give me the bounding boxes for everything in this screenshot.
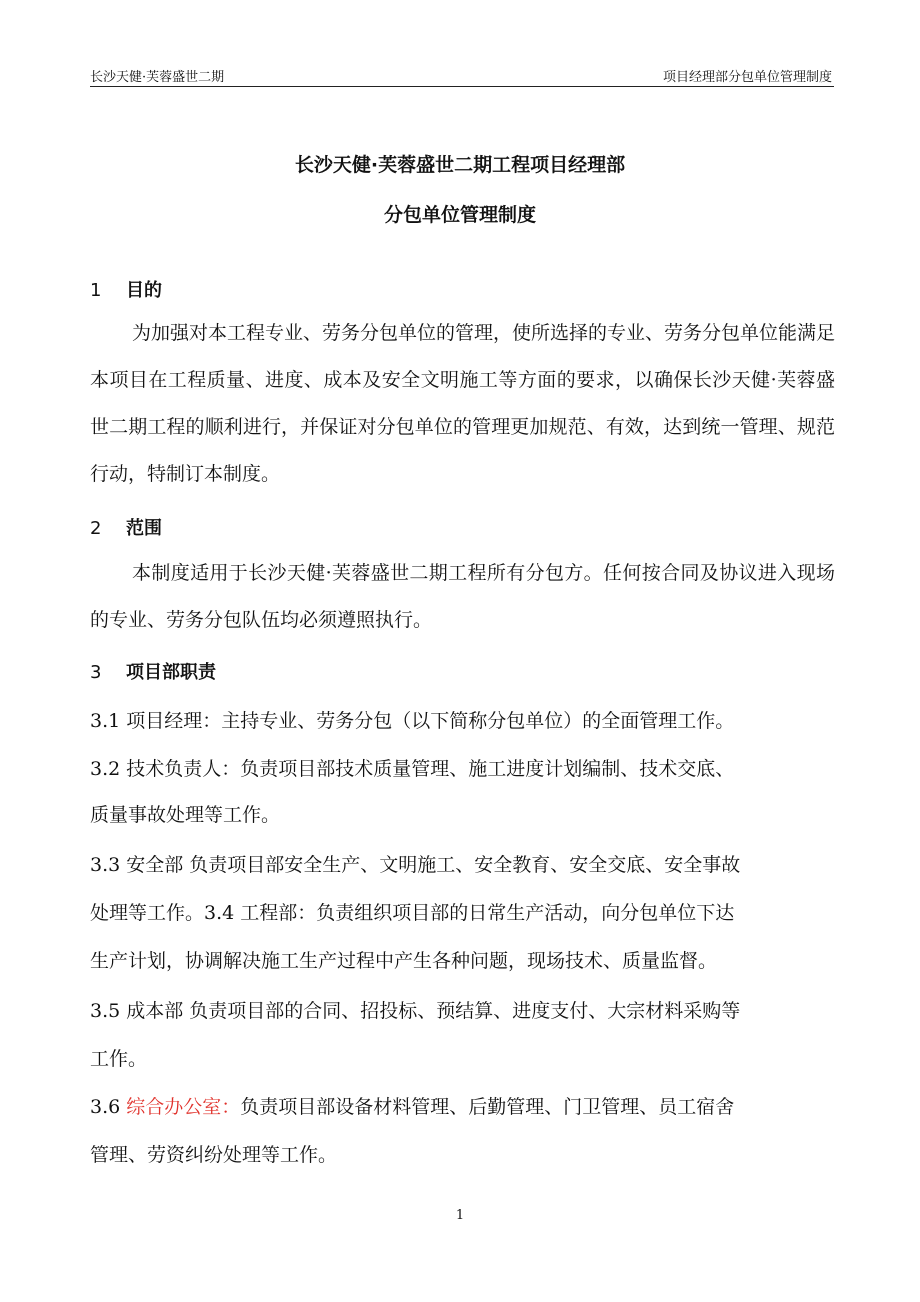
document-title: 长沙天健·芙蓉盛世二期工程项目经理部 <box>294 154 626 176</box>
item-3-5-line-2: 工作。 <box>90 1048 148 1070</box>
item-text: 负责项目部设备材料管理、后勤管理、门卫管理、员工宿舍 <box>240 1096 735 1118</box>
item-3-3-line-1: 3.3 安全部 负责项目部安全生产、文明施工、安全教育、安全交底、安全事故 <box>90 854 741 876</box>
section-number: 1 <box>90 280 102 301</box>
item-3-6-line-2: 管理、劳资纠纷处理等工作。 <box>90 1144 338 1166</box>
item-3-2-line-1: 3.2 技术负责人：负责项目部技术质量管理、施工进度计划编制、技术交底、 <box>90 758 735 780</box>
section-heading-2 <box>90 514 162 540</box>
section-title: 范围 <box>126 518 162 539</box>
item-3-2-line-2: 质量事故处理等工作。 <box>90 804 281 826</box>
section-2-body: 本制度适用于长沙天健·芙蓉盛世二期工程所有分包方。任何按合同及协议进入现场的专业、劳务分包队伍均必须遵照执行。 <box>90 562 835 631</box>
document-subtitle: 分包单位管理制度 <box>383 204 536 226</box>
header-right-text: 项目经理部分包单位管理制度 <box>662 70 832 85</box>
item-3-5-line-1: 3.5 成本部 负责项目部的合同、招投标、预结算、进度支付、大宗材料采购等 <box>90 1000 741 1022</box>
section-title: 项目部职责 <box>126 662 216 683</box>
item-3-3-line-2: 处理等工作。3.4 工程部：负责组织项目部的日常生产活动，向分包单位下达 <box>90 902 735 924</box>
header-left-text: 长沙天健·芙蓉盛世二期 <box>90 70 225 85</box>
section-1-body: 为加强对本工程专业、劳务分包单位的管理，使所选择的专业、劳务分包单位能满足本项目在工程质量、进度、成本及安全文明施工等方面的要求，以确保长沙天健·芙蓉盛世二期工程的顺利进行，并保证对分包单位的管理更加规范、有效，达到统一管理、规范行动，特制订本制度。 <box>90 322 836 485</box>
page-number: 1 <box>455 1208 465 1223</box>
section-heading-1 <box>90 276 162 302</box>
item-3-4-line-3: 生产计划，协调解决施工生产过程中产生各种问题，现场技术、质量监督。 <box>90 950 718 972</box>
section-title: 目的 <box>126 280 162 301</box>
item-number: 3.6 <box>90 1096 127 1118</box>
item-3-1: 3.1 项目经理：主持专业、劳务分包（以下简称分包单位）的全面管理工作。 <box>90 710 735 732</box>
section-number: 2 <box>90 518 102 539</box>
item-3-6-line-1 <box>90 1092 850 1119</box>
page-header <box>90 62 834 87</box>
highlighted-dept-name: 综合办公室： <box>126 1096 241 1118</box>
section-heading-3 <box>90 658 216 684</box>
section-number: 3 <box>90 662 102 683</box>
